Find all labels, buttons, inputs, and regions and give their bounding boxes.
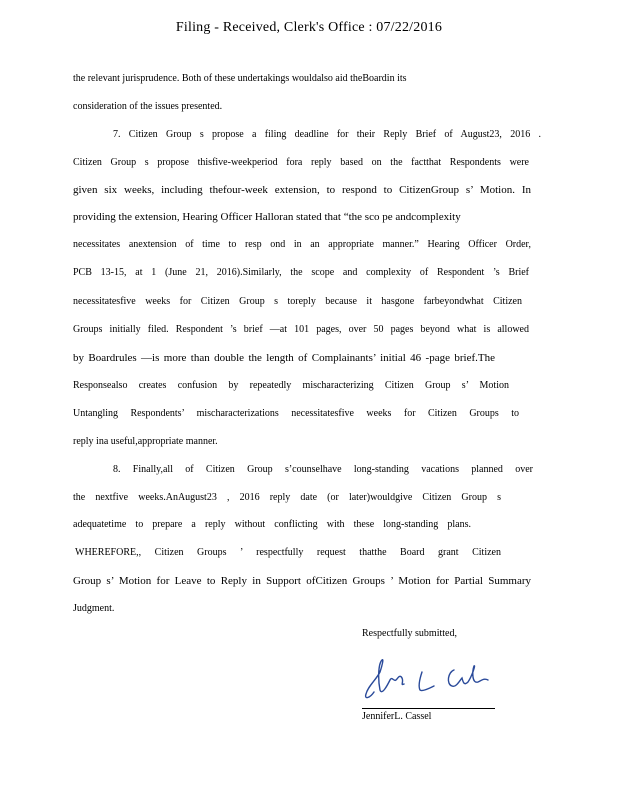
body-line-17: adequatetime to prepare a reply without conflicting with these long-standing plans. bbox=[73, 519, 471, 530]
wherefore-line: WHEREFORE,, Citizen Groups ’ respectfully request thatthe Board grant Citizen bbox=[75, 547, 501, 558]
body-line-1: the relevant jurisprudence. Both of these undertakings wouldalso aid theBoardin its bbox=[73, 73, 407, 84]
body-line-16: the nextfive weeks.AnAugust23 , 2016 reply date (or later)wouldgive Citizen Group s bbox=[73, 492, 501, 503]
signatory-name: JenniferL. Cassel bbox=[362, 711, 432, 722]
body-line-12: Responsealso creates confusion by repeatedly mischaracterizing Citizen Group s’ Motion bbox=[73, 380, 509, 391]
paragraph-8-first-line: 8. Finally,all of Citizen Group s’counselhave long-standing vacations planned over bbox=[113, 464, 533, 475]
body-line-9: necessitatesfive weeks for Citizen Group s toreply because it hasgone farbeyondwhat Citizen bbox=[73, 296, 522, 307]
body-line-2: consideration of the issues presented. bbox=[73, 101, 223, 112]
body-line-20: Judgment. bbox=[73, 603, 115, 614]
body-line-14: reply ina useful,appropriate manner. bbox=[73, 436, 218, 447]
paragraph-7-first-line: 7. Citizen Group s propose a filing deadline for their Reply Brief of August23, 2016 . bbox=[113, 129, 541, 140]
body-line-5: given six weeks, including thefour-week extension, to respond to CitizenGroup s’ Motion. In bbox=[73, 184, 531, 196]
signature-closing: Respectfully submitted, bbox=[362, 628, 457, 639]
signature-line bbox=[362, 708, 495, 709]
body-line-11: by Boardrules —is more than double the length of Complainants’ initial 46 -page brief.The bbox=[73, 352, 495, 364]
body-line-13: Untangling Respondents’ mischaracterizations necessitatesfive weeks for Citizen Groups to bbox=[73, 408, 519, 419]
filing-stamp-header: Filing - Received, Clerk's Office : 07/22/2016 bbox=[175, 20, 443, 35]
body-line-8: PCB 13-15, at 1 (June 21, 2016).Similarly, the scope and complexity of Respondent ’s Brief bbox=[73, 267, 529, 278]
body-line-7: necessitates anextension of time to resp ond in an appropriate manner.” Hearing Officer Order, bbox=[73, 239, 531, 250]
body-line-10: Groups initially filed. Respondent ’s brief —at 101 pages, over 50 pages beyond what is allowed bbox=[73, 324, 529, 335]
body-line-6: providing the extension, Hearing Officer Halloran stated that “the sco pe andcomplexity bbox=[73, 211, 461, 223]
handwritten-signature bbox=[360, 650, 500, 705]
body-line-4: Citizen Group s propose thisfive-weekperiod fora reply based on the factthat Respondents were bbox=[73, 157, 529, 168]
body-line-19: Group s’ Motion for Leave to Reply in Support ofCitizen Groups ’ Motion for Partial Summary bbox=[73, 575, 531, 587]
